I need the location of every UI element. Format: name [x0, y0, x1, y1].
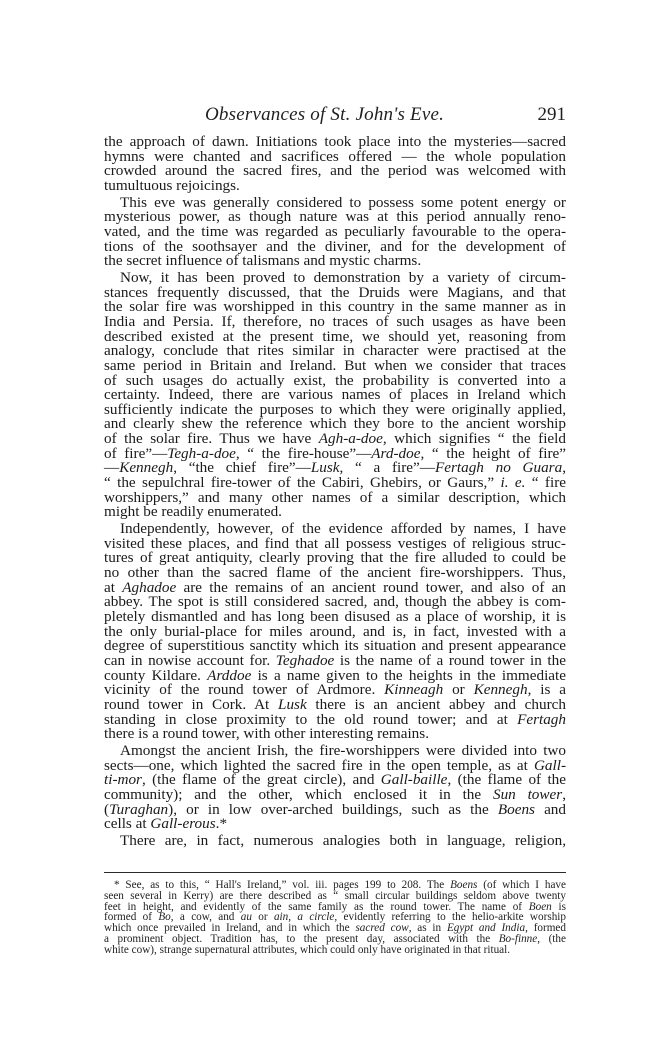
text-run: county Kildare. — [104, 666, 208, 684]
text-run: abbey. The spot is still considered sacred, and, though the abbey is com- — [104, 593, 566, 611]
text-run: or — [251, 911, 274, 924]
text-run: worshippers,” and many other names of a similar description, which — [104, 488, 566, 506]
text-run: described existed at the present time, we should yet, reasoning from — [104, 327, 566, 345]
italic-term: Boens — [450, 879, 478, 891]
text-run: , formed — [525, 922, 566, 935]
text-run: are the remains of an ancient round tower, and also of an — [176, 578, 566, 596]
text-run: , (the flame of the great circle), and — [141, 771, 381, 789]
paragraph — [104, 831, 566, 849]
text-run: community); and the other, which enclosed it in the — [104, 785, 493, 803]
italic-term: Turaghan — [109, 800, 169, 818]
text-run: and — [534, 800, 566, 818]
text-run: of the solar fire. Thus we have — [104, 430, 319, 448]
italic-term: Kennegh — [473, 681, 528, 699]
running-header — [104, 104, 566, 126]
text-run: might be readily enumerated. — [104, 503, 282, 521]
text-run: , “ the height of fire” — [420, 444, 567, 462]
text-run: or — [443, 681, 474, 699]
text-run: no other than the sacred flame of the ancient fire-worshippers. Thus, — [104, 564, 566, 582]
text-run: , “ a fire”— — [339, 459, 435, 477]
text-run: round tower in Cork. At — [104, 695, 278, 713]
text-run: India and Persia. If, therefore, no traces of such usages as have been — [104, 312, 566, 330]
paragraph — [104, 741, 567, 833]
text-run: , a cow, and — [170, 911, 241, 924]
text-run: stances frequently discussed, that the Druids were Magians, and that — [104, 283, 566, 301]
text-run: (of which I have — [477, 879, 566, 891]
italic-term: Ard-doe — [371, 444, 421, 462]
footnote — [104, 880, 566, 956]
text-run: pletely dismantled and has long been disused as a place of worship, it is — [104, 608, 566, 625]
text-run: can in nowise account for. — [104, 651, 276, 669]
italic-term: Gall-erous — [150, 815, 216, 833]
text-line — [104, 254, 566, 269]
text-run: hymns were chanted and sacrifices offered — the whole population — [104, 147, 566, 165]
text-run: , — [562, 459, 566, 477]
italic-term: Arddoe — [207, 666, 252, 684]
text-run: “ the sepulchral fire-tower of the Cabiri, Ghebirs, or Gaurs,” — [104, 474, 501, 492]
text-run: of such usages do actually exist, the probability is converted into a — [104, 371, 566, 389]
text-run: which once prevailed in Ireland, and in which the — [104, 922, 356, 935]
text-run: mysterious power, as though nature was at this period annually reno- — [104, 208, 566, 226]
italic-term: Bo-finne — [498, 932, 538, 945]
text-line — [104, 817, 566, 832]
text-run: , which signifies “ the field — [382, 430, 566, 448]
running-title: Observances of St. John's Eve. — [205, 104, 445, 125]
text-run: , — [562, 785, 566, 803]
text-run: feet in height, and evidently of the same family as the round tower. The name of — [104, 900, 529, 913]
paragraph — [104, 135, 566, 194]
text-run: crowded around the sacred fires, and the period was welcomed with — [104, 162, 566, 180]
text-run: at — [104, 578, 123, 596]
text-run: seen several in Kerry) are there described as “ small circular buildings seldom above twenty — [104, 889, 566, 902]
text-run: .* — [215, 815, 228, 833]
text-line — [104, 945, 566, 956]
text-run: tions of the soothsayer and the diviner, and for the development of — [104, 237, 566, 255]
text-run: Amongst the ancient Irish, the fire-worshippers were divided into two — [120, 741, 566, 759]
text-run: vicinity of the round tower of Ardmore. — [104, 681, 385, 699]
text-run: analogy, conclude that rites similar in character were practised at the — [104, 342, 566, 360]
text-run: is a name given to the heights in the immediate — [251, 666, 566, 684]
text-run: tures of great antiquity, clearly proving that the fire alluded to could be — [104, 549, 566, 567]
paragraph — [104, 522, 566, 742]
italic-term: Boens — [497, 800, 535, 818]
text-run: tumultuous rejoicings. — [104, 176, 240, 194]
paragraph — [104, 193, 566, 270]
text-run: vated, and the time was regarded as peculiarly favourable to the opera- — [104, 222, 566, 240]
text-line — [104, 831, 566, 849]
text-run: cells at — [104, 815, 151, 833]
text-run: ), or in low over-arched buildings, such as the — [168, 800, 498, 818]
text-run: , (the — [537, 932, 566, 945]
italic-term: Boen — [528, 900, 552, 913]
text-run: , evidently referring to the helio-arkite worship — [334, 911, 566, 924]
italic-term: Lusk — [310, 459, 340, 477]
italic-term: Agh-a-doe — [318, 430, 383, 448]
text-line — [104, 176, 566, 194]
italic-term: Gall- — [533, 756, 566, 774]
text-run: , as in — [408, 922, 447, 935]
text-run: certainty. Indeed, there are various names of places in Ireland which — [104, 386, 566, 404]
text-run: standing in close proximity to the old round tower; and at — [104, 710, 518, 728]
text-run: Independently, however, of the evidence afforded by names, I have — [120, 520, 566, 538]
text-run: ( — [104, 800, 110, 818]
italic-term: Sun tower — [492, 785, 563, 803]
text-run: formed of — [104, 911, 159, 924]
text-run: and clearly shew the reference which they bore to the ancient worship — [104, 415, 566, 433]
text-run: visited these places, and find that all possess vestiges of religious struc- — [104, 534, 566, 552]
text-run: There are, in fact, numerous analogies both in language, religion, — [120, 831, 566, 849]
text-run: is — [551, 900, 566, 913]
text-run: white cow), strange supernatural attributes, which could only have originated in that ritual. — [104, 943, 511, 956]
text-run: sufficiently indicate the purposes to which they were originally applied, — [104, 400, 566, 418]
italic-term: Bo — [158, 911, 171, 924]
italic-term: au — [240, 911, 252, 924]
text-run: a prominent object. Tradition has, to the present day, associated with the — [104, 932, 499, 945]
footnote-divider — [104, 872, 566, 873]
italic-term: Kinneagh — [384, 681, 444, 699]
text-run: “ fire — [525, 474, 566, 492]
italic-term: Fertagh — [517, 710, 566, 728]
italic-term: Kennegh — [119, 459, 174, 477]
italic-term: Fertagh no Guara — [434, 459, 563, 477]
text-run: — — [104, 459, 120, 477]
italic-term: Teghadoe — [275, 651, 335, 669]
italic-term: Lusk — [278, 695, 307, 713]
text-run: the solar fire was worshipped in this country in the same manner as in — [104, 298, 566, 316]
text-run: This eve was generally considered to possess some potent energy or — [120, 193, 566, 211]
text-run: , “the chief fire”— — [173, 459, 311, 477]
text-run: same period in Britain and Ireland. But when we consider that traces — [104, 356, 566, 374]
text-run: sects—one, which lighted the sacred fire in the open temple, as at — [104, 756, 534, 774]
body-text — [104, 135, 566, 849]
text-run: the secret influence of talismans and mystic charms. — [104, 252, 422, 270]
text-run: , is a — [527, 681, 566, 699]
italic-term: Gall-baille — [380, 771, 448, 789]
text-run: there is an ancient abbey and church — [306, 695, 566, 713]
italic-term: ain, a circle — [273, 911, 335, 924]
text-run: , “ the fire-house”— — [235, 444, 372, 462]
text-run: there is a round tower, with other interesting remains. — [104, 725, 429, 743]
italic-term: sacred cow — [355, 922, 409, 935]
text-run: * See, as to this, “ Hall's Ireland,” vol. iii. pages 199 to 208. The — [114, 879, 451, 891]
text-run: is the name of a round tower in the — [334, 651, 566, 669]
text-run: the approach of dawn. Initiations took place into the mysteries—sacred — [104, 133, 566, 150]
text-run: Now, it has been proved to demonstration by a variety of circum- — [120, 268, 566, 286]
italic-term: i. e. — [500, 474, 526, 492]
page-number: 291 — [537, 104, 566, 125]
paragraph — [104, 268, 567, 521]
text-run: the only burial-place for miles around, and is, in fact, invested with a — [104, 622, 566, 640]
italic-term: Tegh-a-doe — [167, 444, 236, 462]
text-run: , (the flame of the — [447, 771, 567, 789]
italic-term: Egypt and India — [446, 922, 526, 935]
text-run: degree of superstitious sanctity which its situation and present appearance — [104, 637, 566, 655]
italic-term: Aghadoe — [122, 578, 177, 596]
text-line — [104, 505, 566, 520]
text-line — [104, 727, 566, 742]
text-run: of fire”— — [104, 444, 168, 462]
italic-term: ti-mor — [104, 771, 142, 789]
